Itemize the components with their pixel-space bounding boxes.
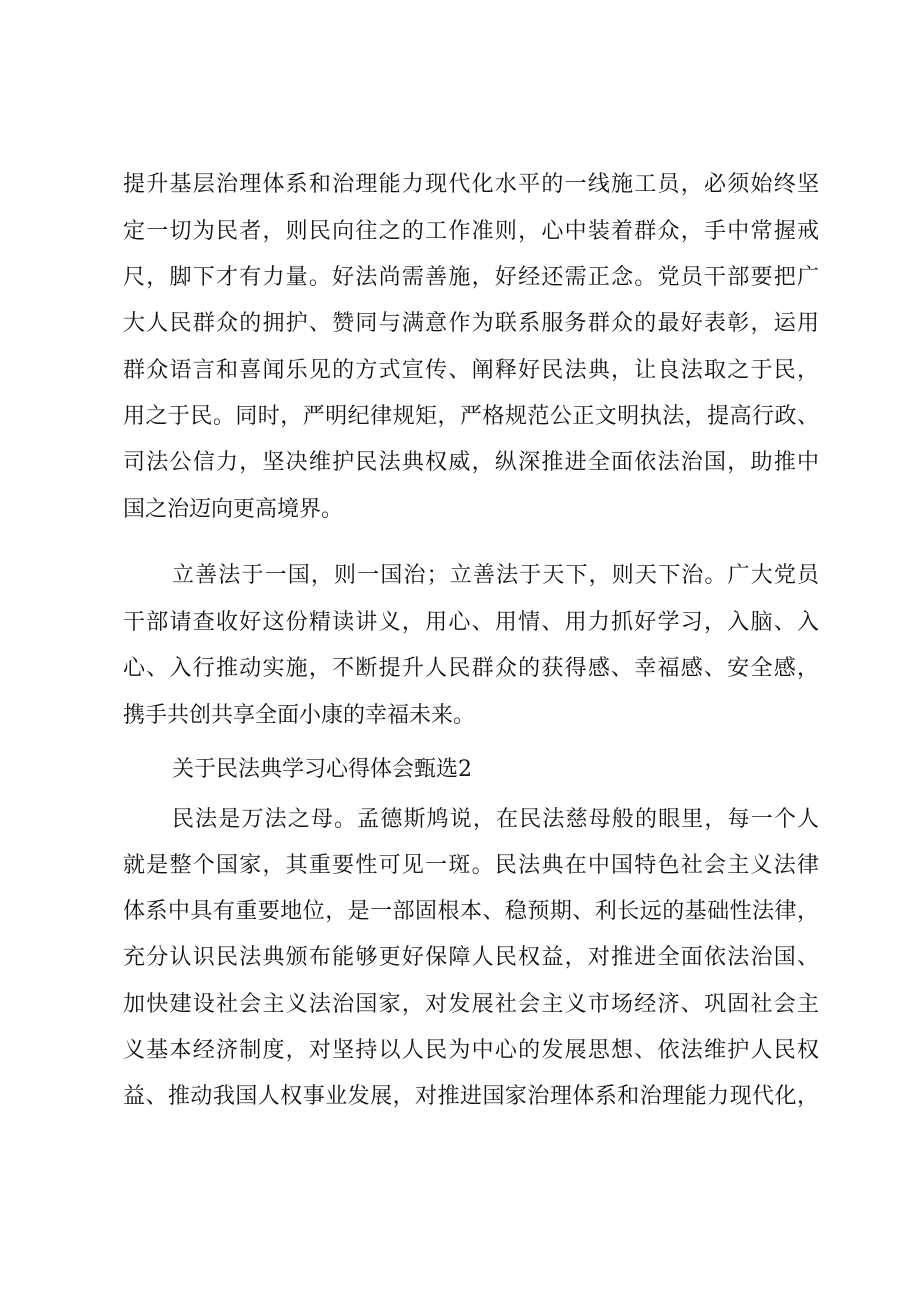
text-line: 尺，脚下才有力量。好法尚需善施，好经还需正念。党员干部要把广 [123,265,819,290]
text-line: 大人民群众的拥护、赞同与满意作为联系服务群众的最好表彰，运用 [123,311,819,336]
text-line: 加快建设社会主义法治国家，对发展社会主义市场经济、巩固社会主 [123,992,819,1017]
text-line: 用之于民。同时，严明纪律规矩，严格规范公正文明执法，提高行政、 [123,404,819,429]
text-line: 心、入行推动实施，不断提升人民群众的获得感、幸福感、安全感， [123,656,819,681]
text-line: 益、推动我国人权事业发展，对推进国家治理体系和治理能力现代化， [123,1084,819,1109]
text-line: 立善法于一国，则一国治；立善法于天下，则天下治。广大党员 [172,563,819,588]
text-line: 群众语言和喜闻乐见的方式宣传、阐释好民法典，让良法取之于民， [123,358,819,383]
text-line: 体系中具有重要地位，是一部固根本、稳预期、利长远的基础性法律， [123,899,819,924]
text-line: 义基本经济制度，对坚持以人民为中心的发展思想、依法维护人民权 [123,1038,819,1063]
text-line: 司法公信力，坚决维护民法典权威，纵深推进全面依法治国，助推中 [123,450,819,475]
text-line: 国之治迈向更高境界。 [123,497,344,522]
text-line: 充分认识民法典颁布能够更好保障人民权益，对推进全面依法治国、 [123,945,819,970]
text-line: 就是整个国家，其重要性可见一斑。民法典在中国特色社会主义法律 [123,853,819,878]
text-line: 民法是万法之母。孟德斯鸠说，在民法慈母般的眼里，每一个人 [172,807,819,832]
text-line: 携手共创共享全面小康的幸福未来。 [123,703,476,728]
section-heading: 关于民法典学习心得体会甄选2 [172,757,472,782]
text-line: 干部请查收好这份精读讲义，用心、用情、用力抓好学习，入脑、入 [123,610,819,635]
text-line: 定一切为民者，则民向往之的工作准则，心中装着群众，手中常握戒 [123,219,819,244]
text-line: 提升基层治理体系和治理能力现代化水平的一线施工员，必须始终坚 [123,172,819,197]
